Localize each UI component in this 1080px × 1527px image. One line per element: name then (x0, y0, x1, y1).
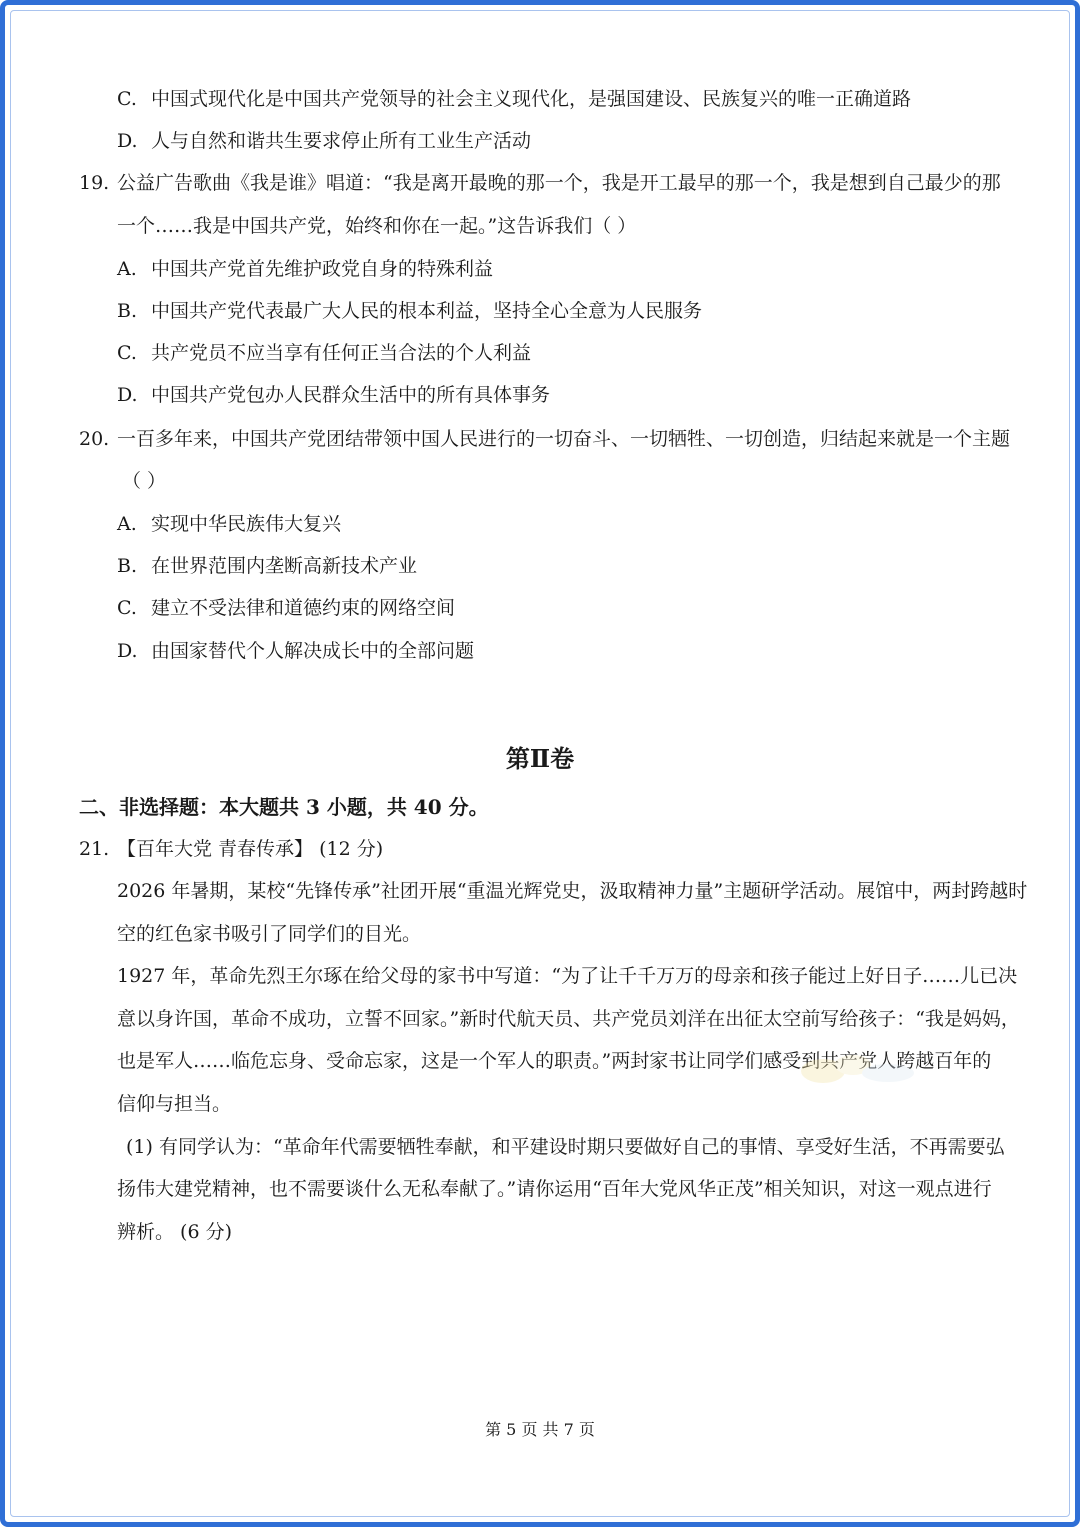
q19-option-a-text: 中国共产党首先维护政党自身的特殊利益 (151, 258, 494, 280)
section-title: 第Ⅱ卷 (505, 744, 575, 773)
q21-para2-line-4: 信仰与担当。 (117, 1093, 232, 1115)
q19-option-b-text: 中国共产党代表最广大人民的根本利益，坚持全心全意为人民服务 (151, 300, 703, 322)
q18-option-d (117, 128, 531, 154)
q20-option-d-letter: D. (117, 640, 138, 662)
page-footer: 第 5 页 共 7 页 (485, 1420, 595, 1439)
q19-number: 19. (79, 172, 110, 194)
q20-option-a (117, 511, 341, 537)
q20-option-a-text: 实现中华民族伟大复兴 (151, 513, 342, 535)
q18-option-d-letter: D. (117, 130, 138, 152)
q19-option-b (117, 298, 702, 324)
q20-option-b-text: 在世界范围内垄断高新技术产业 (151, 555, 418, 577)
q20-stem-line-2: （ ） (122, 470, 167, 492)
q18-option-d-text: 人与自然和谐共生要求停止所有工业生产活动 (151, 130, 532, 152)
q21-sub1-line-2: 扬伟大建党精神，也不需要谈什么无私奉献了。”请你运用“百年大党风华正茂”相关知识，对这一观点进行 (117, 1178, 992, 1200)
q21-sub1-line-1: (1) 有同学认为：“革命年代需要牺牲奉献，和平建设时期只要做好自己的事情、享受好生活，不再需要弘 (126, 1136, 1005, 1158)
q19-option-d-letter: D. (117, 384, 138, 406)
q19-option-d-text: 中国共产党包办人民群众生活中的所有具体事务 (151, 384, 551, 406)
q20-stem-text-1: 一百多年来，中国共产党团结带领中国人民进行的一切奋斗、一切牺牲、一切创造，归结起来就是一个主题 (117, 428, 1011, 450)
q21-para2-line-3: 也是军人……临危忘身、受命忘家，这是一个军人的职责。”两封家书让同学们感受到共产党人跨越百年的 (117, 1050, 992, 1072)
q20-option-d (117, 638, 474, 664)
q21-para1-line-1: 2026 年暑期，某校“先锋传承”社团开展“重温光辉党史，汲取精神力量”主题研学活动。展馆中，两封跨越时 (117, 880, 1028, 902)
q19-stem-text-1: 公益广告歌曲《我是谁》唱道：“我是离开最晚的那一个，我是开工最早的那一个，我是想到自己最少的那 (117, 172, 1001, 194)
q21-para2-line-1: 1927 年，革命先烈王尔琢在给父母的家书中写道：“为了让千千万万的母亲和孩子能过上好日子……儿已决 (117, 965, 1018, 987)
q20-option-d-text: 由国家替代个人解决成长中的全部问题 (151, 640, 475, 662)
q18-option-c (117, 86, 911, 112)
section-heading: 二、非选择题：本大题共 3 小题，共 40 分。 (79, 795, 489, 819)
q20-option-b (117, 553, 417, 579)
q20-option-c-text: 建立不受法律和道德约束的网络空间 (151, 597, 456, 619)
q20-stem-line-1 (79, 426, 1010, 452)
q19-stem-line-2: 一个……我是中国共产党，始终和你在一起。”这告诉我们（ ） (117, 215, 637, 237)
q18-option-c-letter: C. (117, 88, 137, 110)
q20-option-c-letter: C. (117, 597, 137, 619)
q21-number: 21. (79, 838, 110, 860)
q19-option-c (117, 340, 531, 366)
watermark-flower-icon (793, 1043, 923, 1093)
q20-option-b-letter: B. (117, 555, 138, 577)
q21-para2-line-2: 意以身许国，革命不成功，立誓不回家。”新时代航天员、共产党员刘洋在出征太空前写给孩子：“我是妈妈， (117, 1008, 1020, 1030)
q19-option-a-letter: A. (117, 258, 137, 280)
q21-para1-line-2: 空的红色家书吸引了同学们的目光。 (117, 923, 422, 945)
q19-option-c-text: 共产党员不应当享有任何正当合法的个人利益 (151, 342, 532, 364)
q19-stem-line-1 (79, 170, 1001, 196)
q21-header: 【百年大党 青春传承】 (12 分) (117, 838, 384, 860)
q20-number: 20. (79, 428, 110, 450)
q19-option-b-letter: B. (117, 300, 138, 322)
q19-option-d (117, 382, 550, 408)
q21-header-line (79, 836, 383, 862)
q18-option-c-text: 中国式现代化是中国共产党领导的社会主义现代化，是强国建设、民族复兴的唯一正确道路 (151, 88, 912, 110)
q19-option-c-letter: C. (117, 342, 137, 364)
q20-option-a-letter: A. (117, 513, 137, 535)
q20-option-c (117, 595, 455, 621)
q19-option-a (117, 256, 493, 282)
q21-sub1-line-3: 辨析。 (6 分) (117, 1221, 232, 1243)
